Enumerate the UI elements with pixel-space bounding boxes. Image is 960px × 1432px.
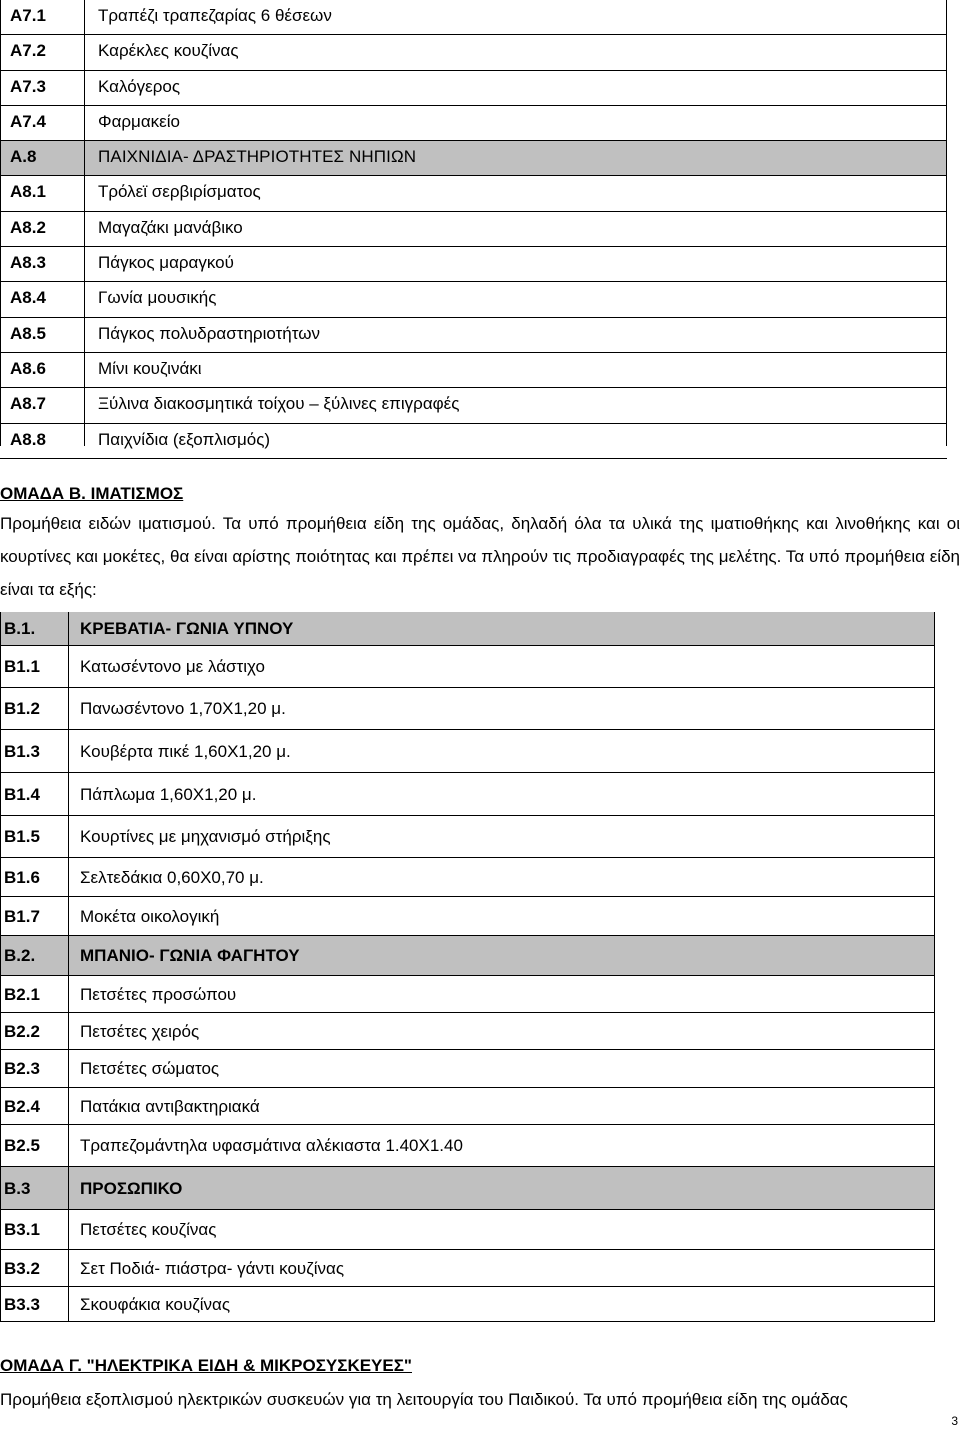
item-description: Μαγαζάκι μανάβικο (98, 217, 243, 237)
table-row (0, 1125, 935, 1167)
item-code: B1.2 (4, 699, 40, 718)
item-description: Γωνία μουσικής (98, 288, 217, 308)
item-code: B.1. (4, 619, 36, 638)
section-header-row (0, 612, 935, 646)
item-code: B1.7 (4, 907, 40, 926)
item-description: Κουρτίνες με μηχανισμό στήριξης (80, 827, 331, 846)
item-code: A8.5 (10, 323, 46, 343)
item-description: Πετσέτες προσώπου (80, 985, 237, 1004)
group-b-paragraph: Προμήθεια ειδών ιματισμού. Τα υπό προμήθεια είδη της ομάδας, δηλαδή όλα τα υλικά της ιματιοθήκης και λινοθήκης και οι κουρτίνες και μοκέτες, θα είναι αρίστης ποιότητας και πρέπει να πληρούν τις προδιαγραφές της μελέτης. Τα υπό προμήθεια είδη είναι τα εξής: (0, 514, 960, 599)
table-row (0, 1013, 935, 1050)
table-row (0, 646, 935, 688)
item-description: Σκουφάκια κουζίνας (80, 1295, 231, 1314)
table-row (0, 141, 947, 176)
table-row (0, 1250, 935, 1287)
group-c-heading: ΟΜΑΔΑ Γ. "ΗΛΕΚΤΡΙΚΑ ΕΙΔΗ & ΜΙΚΡΟΣΥΣΚΕΥΕΣ" (0, 1356, 412, 1375)
table-row (0, 1210, 935, 1250)
item-code: B3.3 (4, 1295, 40, 1314)
item-code: B2.2 (4, 1022, 40, 1041)
table-row (0, 730, 935, 773)
item-code: A8.2 (10, 217, 46, 237)
item-code: A7.3 (10, 76, 46, 96)
item-code: B1.5 (4, 827, 40, 846)
item-code: B2.5 (4, 1136, 40, 1155)
item-code: B1.1 (4, 657, 40, 676)
item-code: A8.6 (10, 358, 46, 378)
table-row (0, 976, 935, 1013)
table-a-column-divider (84, 0, 85, 446)
table-row (0, 1088, 935, 1125)
item-code: A8.3 (10, 253, 46, 273)
table-row (0, 353, 947, 388)
item-code: A7.2 (10, 41, 46, 61)
item-description: Πάγκος μαραγκού (98, 253, 234, 273)
table-row (0, 0, 947, 35)
item-code: A7.4 (10, 111, 46, 131)
item-description: Κατωσέντονο με λάστιχο (80, 657, 265, 676)
table-row (0, 318, 947, 353)
item-description: Πάπλωμα 1,60Χ1,20 μ. (80, 785, 257, 804)
item-description: Πετσέτες σώματος (80, 1059, 220, 1078)
item-code: A8.7 (10, 394, 46, 414)
item-description: Πετσέτες κουζίνας (80, 1220, 217, 1239)
item-code: A7.1 (10, 6, 46, 25)
item-description: Κουβέρτα πικέ 1,60Χ1,20 μ. (80, 742, 291, 761)
table-row (0, 212, 947, 247)
item-description: Πανωσέντονο 1,70Χ1,20 μ. (80, 699, 286, 718)
item-code: B1.3 (4, 742, 40, 761)
item-description: Τρόλεϊ σερβιρίσματος (98, 182, 261, 202)
section-header-row (0, 936, 935, 976)
table-row (0, 773, 935, 816)
table-row (0, 282, 947, 317)
item-code: B1.4 (4, 785, 40, 804)
item-code: A8.8 (10, 429, 46, 449)
item-description: Φαρμακείο (98, 111, 180, 131)
item-code: B3.1 (4, 1220, 40, 1239)
item-code: A8.4 (10, 288, 46, 308)
item-description: Καρέκλες κουζίνας (98, 41, 239, 61)
table-row (0, 1050, 935, 1088)
item-code: B1.6 (4, 868, 40, 887)
table-b-column-divider (68, 612, 69, 1322)
item-code: B2.1 (4, 985, 40, 1004)
item-description: ΜΠΑΝΙΟ- ΓΩΝΙΑ ΦΑΓΗΤΟΥ (80, 946, 300, 965)
table-row (0, 897, 935, 936)
table-row (0, 1287, 935, 1322)
item-description: Πετσέτες χειρός (80, 1022, 200, 1041)
item-description: Μίνι κουζινάκι (98, 358, 202, 378)
table-row (0, 424, 947, 459)
group-c-paragraph: Προμήθεια εξοπλισμού ηλεκτρικών συσκευών για τη λειτουργία του Παιδικού. Τα υπό προμήθεια είδη της ομάδας (0, 1390, 848, 1409)
item-description: Παιχνίδια (εξοπλισμός) (98, 429, 271, 449)
item-description: Τραπέζι τραπεζαρίας 6 θέσεων (98, 6, 332, 25)
item-code: B2.3 (4, 1059, 40, 1078)
item-description: Σελτεδάκια 0,60Χ0,70 μ. (80, 868, 264, 887)
section-header-row (0, 1167, 935, 1210)
page-number: 3 (951, 1414, 958, 1428)
table-row (0, 176, 947, 211)
item-description: Πάγκος πολυδραστηριοτήτων (98, 323, 320, 343)
table-b-right-border (934, 612, 935, 1322)
table-row (0, 816, 935, 858)
item-code: B2.4 (4, 1097, 40, 1116)
item-description: Καλόγερος (98, 76, 181, 96)
item-code: A8.1 (10, 182, 46, 202)
item-description: Σετ Ποδιά- πιάστρα- γάντι κουζίνας (80, 1259, 345, 1278)
item-description: ΠΑΙΧΝΙΔΙΑ- ΔΡΑΣΤΗΡΙΟΤΗΤΕΣ ΝΗΠΙΩΝ (98, 147, 417, 167)
table-row (0, 71, 947, 106)
item-description: ΠΡΟΣΩΠΙΚΟ (80, 1179, 183, 1198)
item-description: Ξύλινα διακοσμητικά τοίχου – ξύλινες επιγραφές (98, 394, 460, 414)
table-row (0, 106, 947, 141)
item-description: Μοκέτα οικολογική (80, 907, 220, 926)
item-code: B.3 (4, 1179, 31, 1198)
group-b-heading: ΟΜΑΔΑ Β. ΙΜΑΤΙΣΜΟΣ (0, 484, 184, 503)
table-row (0, 35, 947, 70)
table-a (0, 0, 947, 459)
item-description: Πατάκια αντιβακτηριακά (80, 1097, 260, 1116)
table-a-left-border (0, 0, 1, 446)
table-row (0, 858, 935, 897)
item-description: ΚΡΕΒΑΤΙΑ- ΓΩΝΙΑ ΥΠΝΟΥ (80, 619, 294, 638)
table-row (0, 688, 935, 730)
table-b-left-border (0, 612, 1, 1322)
item-code: B.2. (4, 946, 36, 965)
table-row (0, 388, 947, 423)
item-code: A.8 (10, 147, 37, 167)
row-divider (0, 1321, 935, 1322)
item-description: Τραπεζομάντηλα υφασμάτινα αλέκιαστα 1.40Χ1.40 (80, 1136, 463, 1155)
item-code: B3.2 (4, 1259, 40, 1278)
table-a-right-border (946, 0, 947, 446)
table-row (0, 247, 947, 282)
